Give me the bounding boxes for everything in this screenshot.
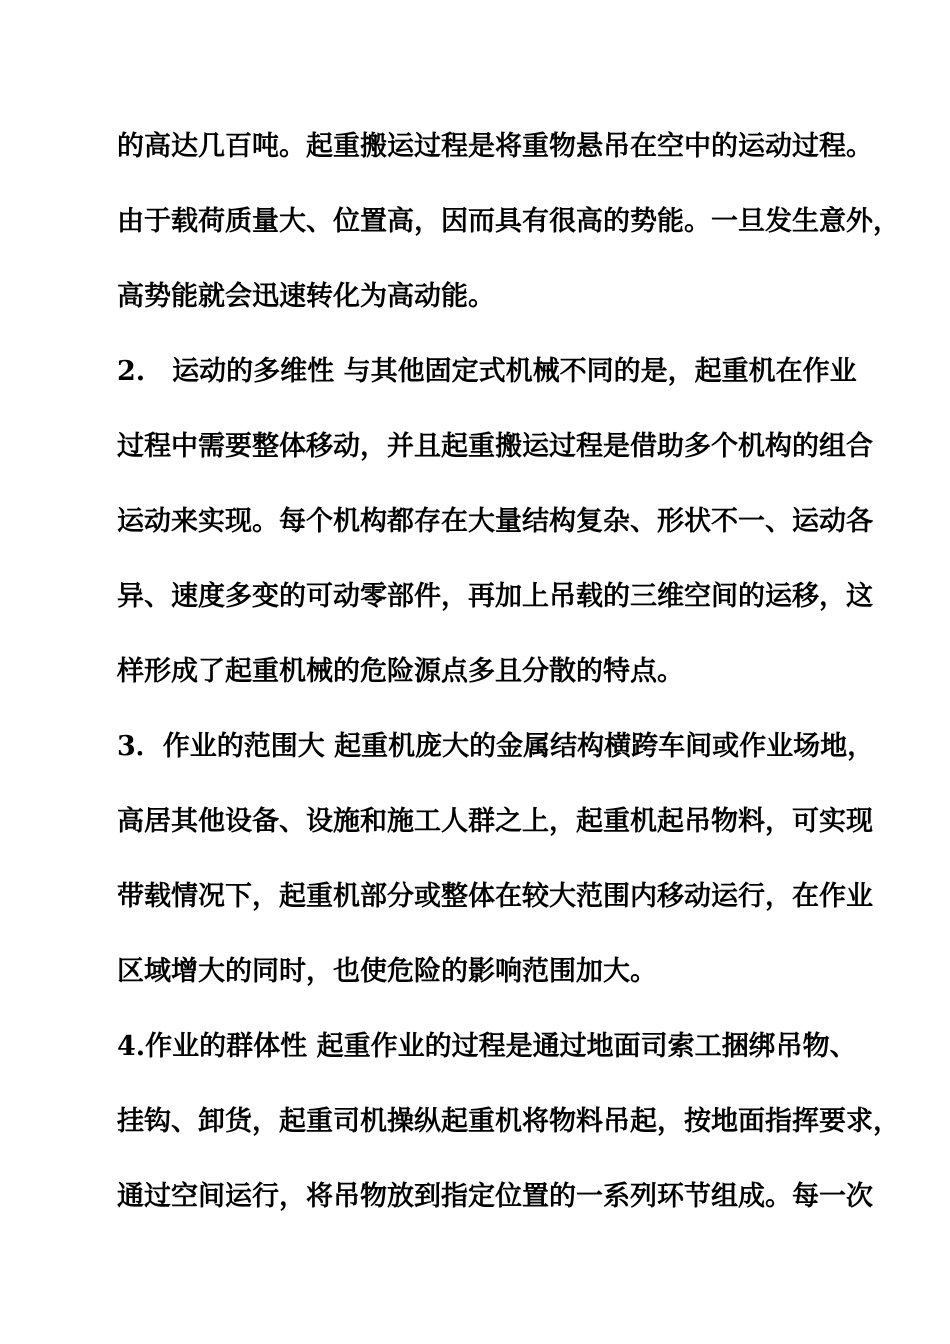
text-line: 的高达几百吨。起重搬运过程是将重物悬吊在空中的运动过程。: [117, 131, 873, 162]
text-line: 2. 运动的多维性 与其他固定式机械不同的是，起重机在作业: [117, 356, 857, 387]
text-line: 区域增大的同时，也使危险的影响范围加大。: [117, 956, 657, 987]
text-line: 高居其他设备、设施和施工人群之上，起重机起吊物料，可实现: [117, 806, 873, 837]
text-line: 3．作业的范围大 起重机庞大的金属结构横跨车间或作业场地，: [117, 731, 875, 762]
text-line: 高势能就会迅速转化为高动能。: [117, 281, 495, 312]
text-line: 带载情况下，起重机部分或整体在较大范围内移动运行，在作业: [117, 881, 873, 912]
text-line: 由于载荷质量大、位置高，因而具有很高的势能。一旦发生意外，: [117, 206, 900, 237]
text-line: 异、速度多变的可动零部件，再加上吊载的三维空间的运移，这: [117, 581, 873, 612]
text-line: 运动来实现。每个机构都存在大量结构复杂、形状不一、运动各: [117, 506, 873, 537]
text-line: 4.作业的群体性 起重作业的过程是通过地面司索工捆绑吊物、: [117, 1031, 857, 1062]
text-line: 样形成了起重机械的危险源点多且分散的特点。: [117, 656, 684, 687]
text-line: 通过空间运行，将吊物放到指定位置的一系列环节组成。每一次: [117, 1181, 873, 1212]
text-line: 过程中需要整体移动，并且起重搬运过程是借助多个机构的组合: [117, 431, 873, 462]
text-line: 挂钩、卸货，起重司机操纵起重机将物料吊起，按地面指挥要求，: [117, 1106, 900, 1137]
